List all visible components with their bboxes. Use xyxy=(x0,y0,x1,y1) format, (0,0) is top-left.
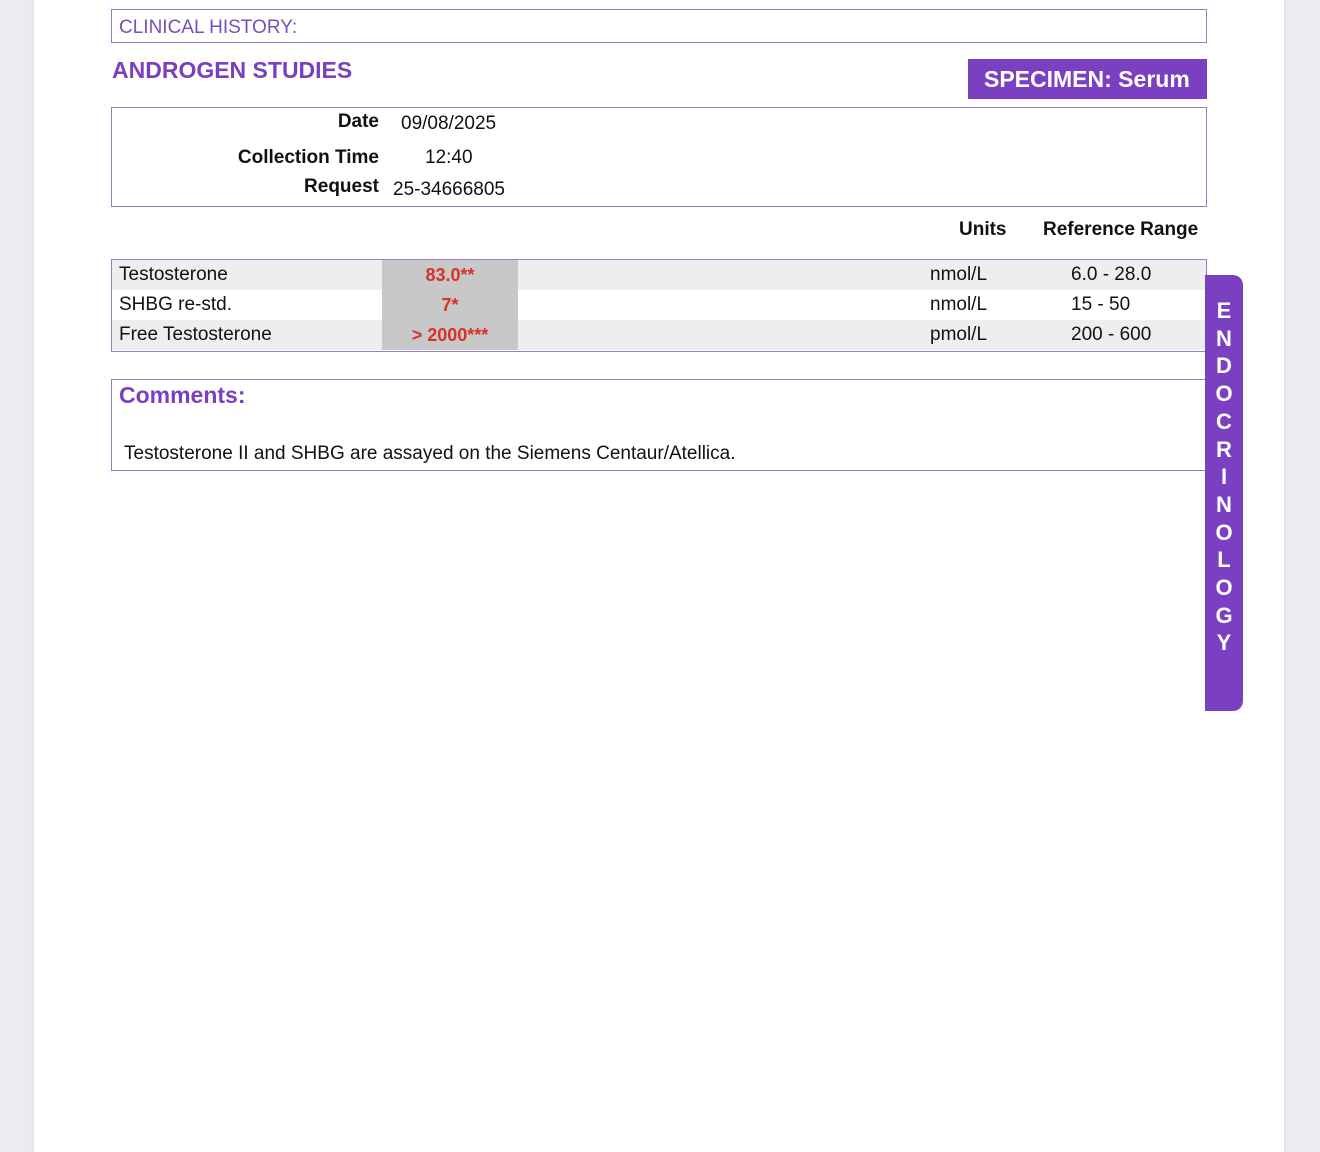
clinical-history-label: CLINICAL HISTORY: xyxy=(119,17,298,38)
request-label: Request xyxy=(304,176,379,197)
date-label: Date xyxy=(337,111,379,132)
test-name: SHBG re-std. xyxy=(119,294,232,315)
test-units: pmol/L xyxy=(930,324,988,345)
report-page xyxy=(34,0,1284,1152)
test-name: Testosterone xyxy=(119,264,228,285)
test-reference-range: 6.0 - 28.0 xyxy=(1071,264,1152,285)
date-value: 09/08/2025 xyxy=(401,113,497,134)
test-result: 7* xyxy=(382,290,518,320)
comments-title: Comments: xyxy=(119,382,246,408)
specimen-badge: SPECIMEN: Serum xyxy=(968,59,1207,99)
comments-text: Testosterone II and SHBG are assayed on the Siemens Centaur/Atellica. xyxy=(124,443,736,464)
request-info-box xyxy=(111,107,1207,207)
test-result: 83.0** xyxy=(382,260,518,290)
endocrinology-side-tab[interactable] xyxy=(1205,275,1243,711)
test-units: nmol/L xyxy=(930,264,988,285)
test-name: Free Testosterone xyxy=(119,324,272,345)
test-reference-range: 15 - 50 xyxy=(1071,294,1131,315)
side-tab-label: E N D O C R I N O L O G Y xyxy=(1215,298,1233,656)
table-row xyxy=(112,320,1207,350)
request-value: 25-34666805 xyxy=(393,179,505,200)
units-column-header: Units xyxy=(959,219,1007,240)
comments-box xyxy=(111,379,1207,471)
test-reference-range: 200 - 600 xyxy=(1071,324,1152,345)
test-result: > 2000*** xyxy=(382,320,518,350)
reference-range-column-header: Reference Range xyxy=(1043,219,1199,240)
section-title: ANDROGEN STUDIES xyxy=(112,57,353,83)
table-row xyxy=(112,260,1207,290)
results-table xyxy=(111,259,1207,352)
collection-time-value: 12:40 xyxy=(425,147,473,168)
clinical-history-box xyxy=(111,9,1207,43)
table-row xyxy=(112,290,1207,320)
collection-time-label: Collection Time xyxy=(237,147,379,168)
test-units: nmol/L xyxy=(930,294,988,315)
